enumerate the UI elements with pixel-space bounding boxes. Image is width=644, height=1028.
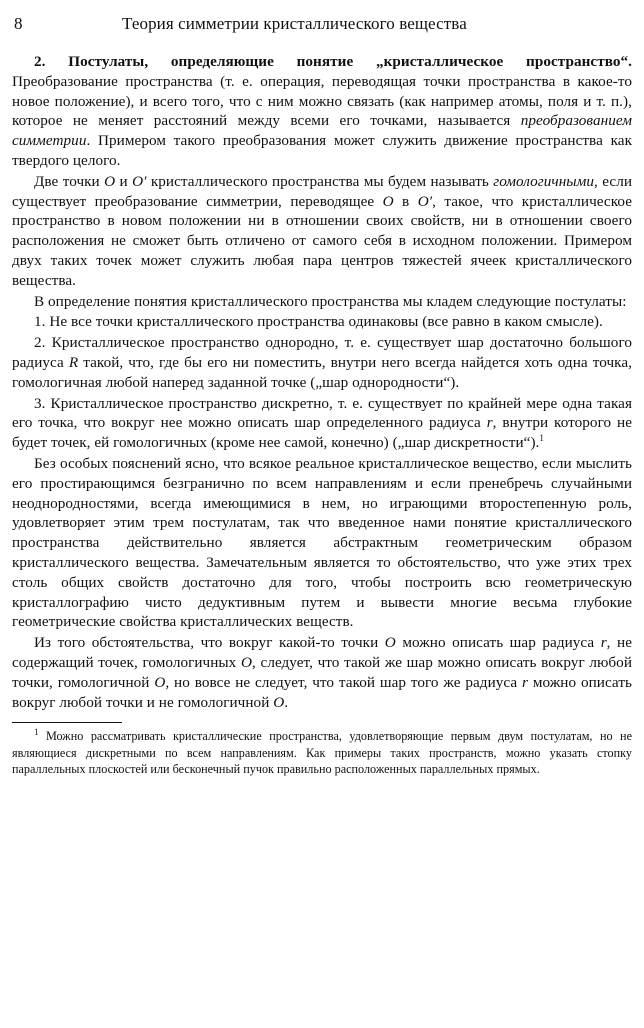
text-span: и — [115, 172, 133, 190]
emphasized-term: преобразованием симметрии — [12, 112, 632, 150]
text-span: 2. Кристаллическое пространство однородно, т. е. существует шар достаточно большого радиуса — [12, 334, 632, 371]
postulate-3 — [12, 394, 632, 453]
math-symbol: O — [240, 653, 253, 671]
text-span: Две точки — [34, 172, 105, 190]
math-symbol: O — [384, 634, 396, 652]
math-symbol: O — [104, 172, 116, 190]
page-number: 8 — [14, 14, 23, 33]
footnote-reference: 1 — [539, 433, 544, 444]
footnote-text: Можно рассматривать кристаллические пространства, удовлетворяющие первым двум постулатам, но не являющиеся дискретными по всем направлениям. Как примеры таких пространств, можно указать стопку параллельных плоскостей или бесконечный пучок правильно расположенных параллельных прямых. — [12, 729, 632, 777]
postulate-2 — [12, 333, 632, 392]
paragraph: Без особых пояснений ясно, что всякое реальное кристаллическое вещество, если мыслить его простирающимся безгранично по всем направлениям и если пренебречь случайными неоднородностями, всегда имеющимися в нем, но играющими второстепенную роль, удовлетворяет этим трем постулатам, так что введенное нами понятие кристаллического пространства действительно является абстрактным геометрическим образом кристаллического вещества. Замечательным является то обстоятельство, что уже этих трех столь общих свойств достаточно для того, чтобы построить всю геометрическую кристаллографию чисто дедуктивным путем и вывести многие весьма глубокие геометрические свойства кристаллических веществ. — [12, 454, 632, 631]
paragraph: В определение понятия кристаллического пространства мы кладем следующие постулаты: — [34, 292, 627, 310]
math-symbol: R — [68, 353, 79, 371]
math-symbol: O — [154, 673, 166, 691]
text-span: . — [284, 693, 289, 711]
text-span: кристаллического пространства мы будем называть — [146, 172, 494, 190]
text-span: такой, что, где бы его ни поместить, внутри него всегда найдется хоть одна точка, гомологичная любой наперед заданной точке („шар однородности“). — [12, 353, 632, 391]
running-head — [12, 10, 632, 38]
math-symbol: O — [382, 192, 394, 210]
section-heading: 2. Постулаты, определяющие понятие „кристаллическое пространство“. — [34, 53, 632, 70]
paragraph — [12, 52, 632, 171]
body-text — [12, 52, 632, 712]
text-span: , не содержащий точек, гомологичных — [12, 634, 633, 671]
text-span: , но вовсе не следует, что такой шар того же радиуса — [165, 673, 523, 691]
text-span: в — [393, 192, 418, 210]
text-span: , внутри которого не будет точек, ей гомологичных (кроме нее самой, конечно) („шар дискретности“). — [12, 414, 632, 452]
footnote-mark: 1 — [34, 727, 39, 738]
math-symbol: r — [600, 634, 607, 652]
text-span: Из того обстоятельства, что вокруг какой-то точки — [34, 634, 385, 652]
text-span: , следует, что такой же шар можно описать вокруг любой точки, гомологичной — [12, 653, 633, 691]
math-symbol: r — [486, 414, 493, 432]
text-span: , если существует преобразование симметрии, переводящее — [12, 172, 632, 210]
text-span: , такое, что кристаллическое пространство в новом положении ни в отношении своих свойств, ни в отношении своего расположения не сможет быть отличено от самого себя в исходном положении. Примером двух таких точек может служить любая пара центров тяжестей ячеек кристаллического вещества. — [12, 192, 632, 289]
paragraph — [12, 633, 632, 712]
footnote-divider — [12, 722, 122, 723]
text-span: можно описать шар радиуса — [395, 634, 601, 652]
running-title: Теория симметрии кристаллического вещества — [122, 14, 467, 33]
paragraph — [12, 172, 632, 291]
math-symbol: O — [273, 693, 285, 711]
text-span: можно описать вокруг любой точки и не гомологичной — [12, 673, 632, 711]
math-symbol: r — [522, 673, 528, 691]
postulate-1: 1. Не все точки кристаллического пространства одинаковы (все равно в каком смысле). — [34, 313, 603, 331]
text-span: Преобразование пространства (т. е. операция, переводящая точки пространства в какое-то новое положение), и всего того, что с ним можно связать (как например атомы, поля и т. п.), которое не меняет расстояний между всеми его точками, называется — [12, 72, 632, 130]
text-span: 3. Кристаллическое пространство дискретно, т. е. существует по крайней мере одна такая его точка, что вокруг нее можно описать шар определенного радиуса — [12, 394, 632, 432]
math-symbol: O′ — [417, 192, 433, 210]
emphasized-term: гомологичными — [493, 172, 595, 190]
text-span: . Примером такого преобразования может служить движение пространства как твердого целого. — [12, 132, 632, 169]
footnote — [12, 728, 632, 778]
math-symbol: O′ — [132, 172, 147, 190]
